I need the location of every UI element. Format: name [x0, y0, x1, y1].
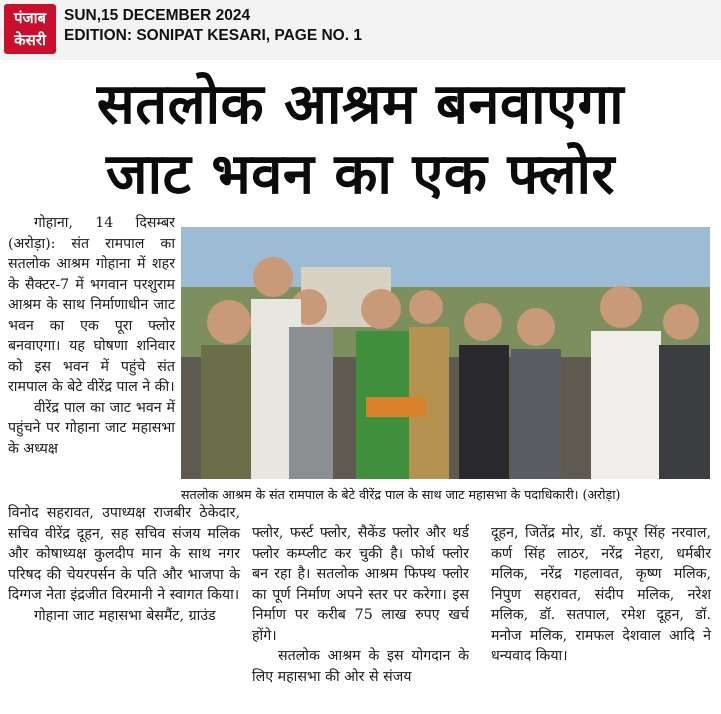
headline-line-2: जाट भवन का एक फ्लोर: [106, 142, 615, 207]
group-photo-illustration: [181, 227, 710, 479]
logo-line-2: केसरी: [14, 31, 46, 49]
news-photo: [181, 227, 710, 479]
newspaper-logo: [4, 4, 56, 54]
article-paragraph: फ्लोर, फर्स्ट फ्लोर, सैकेंड फ्लोर और थर्ड फ्लोर कम्प्लीट कर चुकी है। फोर्थ फ्लोर बन रहा है। सतलोक आश्रम फिफ्थ फ्लोर का पूर्ण निर्माण अपने स्तर पर करेगा। इस निर्माण पर करीब 75 लाख रुपए खर्च होंगे।: [252, 525, 469, 644]
logo-line-1: पंजाब: [13, 9, 47, 27]
article-column-2: [252, 523, 469, 687]
article-paragraph: गोहाना, 14 दिसम्बर (अरोड़ा): संत रामपाल का सतलोक आश्रम गोहाना में शहर के सैक्टर-7 में भगवान परशुराम आश्रम के साथ निर्माणाधीन जाट भवन का एक पूरा फ्लोर बनवाएगा। यह घोषणा शनिवार को इस भवन में पहुंचे संत रामपाल के बेटे वीरेंद्र पाल ने की।: [8, 215, 175, 395]
article-paragraph: गोहाना जाट महासभा बेसमैंट, ग्राउंड: [34, 607, 216, 624]
article-column-1: [8, 213, 175, 459]
masthead: [0, 0, 721, 60]
article-paragraph: वीरेंद्र पाल का जाट भवन में पहुंचने पर गोहाना जाट महासभा के अध्यक्ष: [8, 399, 175, 457]
article-paragraph: दूहन, जितेंद्र मोर, डॉ. कपूर सिंह नरवाल, कर्ण सिंह लाठर, नरेंद्र नेहरा, धर्मबीर मलिक, नरेंद्र गहलावत, कृष्ण मलिक, निपुण सहरावत, संदीप मलिक, नरेश मलिक, डॉ. सतपाल, रमेश दूहन, डॉ. मनोज मलिक, रामफल देशवाल आदि ने धन्यवाद किया।: [491, 525, 711, 664]
photo-caption: सतलोक आश्रम के संत रामपाल के बेटे वीरेंद्र पाल के साथ जाट महासभा के पदाधिकारी। (अरोड़ा): [181, 487, 621, 502]
article-paragraph: सतलोक आश्रम के इस योगदान के लिए महासभा की ओर से संजय: [252, 648, 469, 685]
edition-page: EDITION: SONIPAT KESARI, PAGE NO. 1: [64, 27, 362, 44]
article-paragraph: विनोद सहरावत, उपाध्यक्ष राजबीर ठेकेदार, सचिव वीरेंद्र दूहन, सह सचिव संजय मलिक और कोषाध्यक्ष कुलदीप मान के साथ नगर परिषद की चेयरपर्सन के पति और भाजपा के दिग्गज नेता इंद्रजीत विरमानी ने स्वागत किया।: [8, 505, 240, 603]
edition-date: SUN,15 DECEMBER 2024: [64, 7, 251, 24]
article-column-1b: [8, 503, 240, 626]
headline-line-1: सतलोक आश्रम बनवाएगा: [96, 72, 625, 137]
edition-info: [64, 6, 362, 46]
article-column-3: [491, 523, 711, 667]
